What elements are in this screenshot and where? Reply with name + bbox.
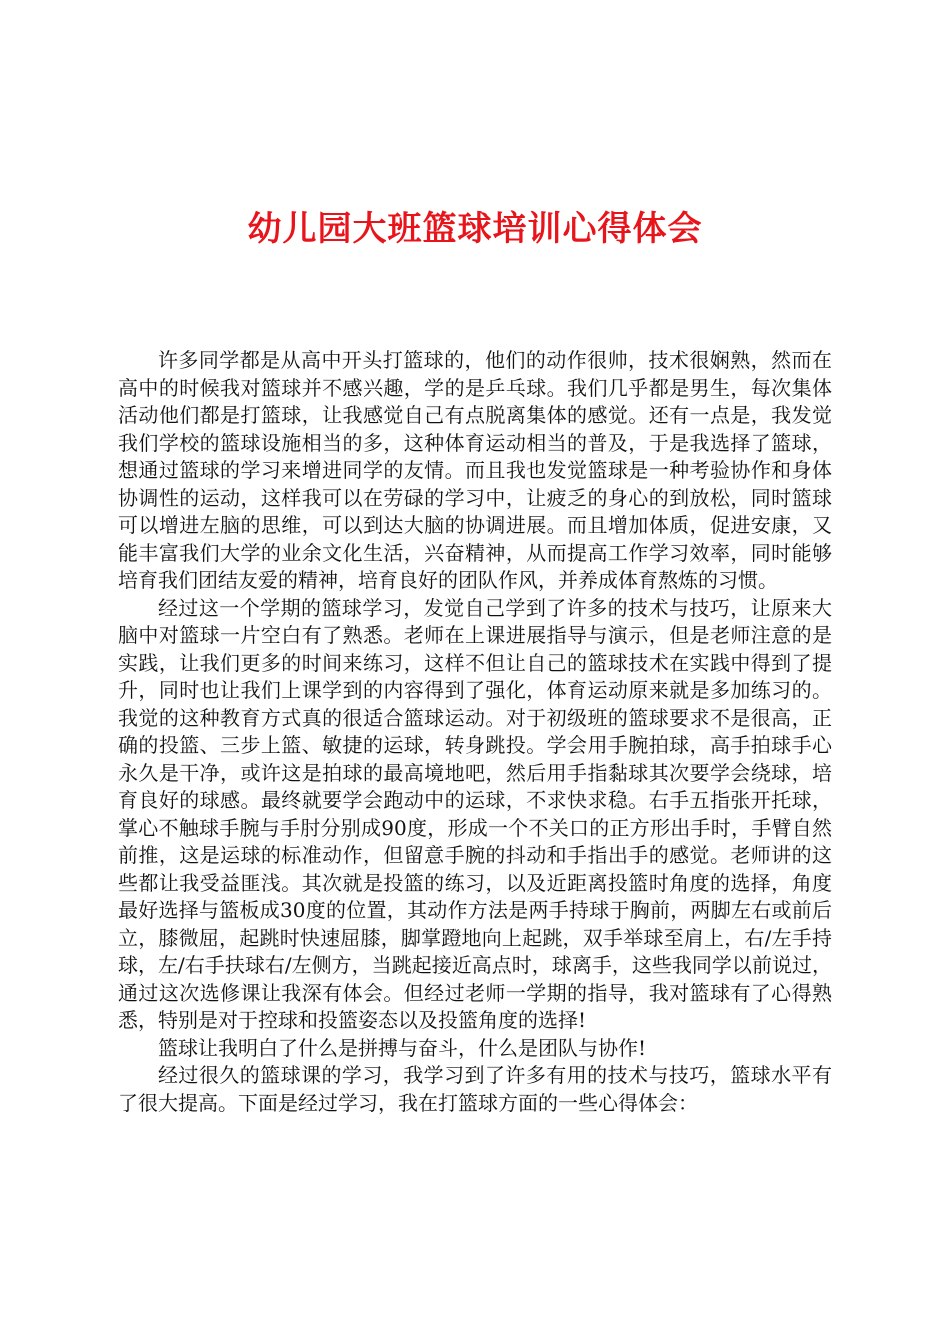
document-title: 幼儿园大班篮球培训心得体会 <box>247 209 703 249</box>
paragraph-2: 经过这一个学期的篮球学习，发觉自己学到了许多的技术与技巧，让原来大脑中对篮球一片空白有了熟悉。老师在上课进展指导与演示，但是老师注意的是实践，让我们更多的时间来练习，这样不但让自己的篮球技术在实践中得到了提升，同时也让我们上课学到的内容得到了强化，体育运动原来就是多加练习的。我觉的这种教育方式真的很适合篮球运动。对于初级班的篮球要求不是很高，正确的投篮、三步上篮、敏捷的运球，转身跳投。学会用手腕拍球，高手拍球手心永久是干净，或许这是拍球的最高境地吧，然后用手指黏球其次要学会绕球，培育良好的球感。最终就要学会跑动中的运球，不求快求稳。右手五指张开托球，掌心不触球手腕与手肘分别成90度，形成一个不关口的正方形出手时，手臂自然前推，这是运球的标准动作，但留意手腕的抖动和手指出手的感觉。老师讲的这些都让我受益匪浅。其次就是投篮的练习，以及近距离投篮时角度的选择，角度最好选择与篮板成30度的位置，其动作方法是两手持球于胸前，两脚左右或前后立，膝微屈，起跳时快速屈膝，脚掌蹬地向上起跳，双手举球至肩上，右/左手持球，左/右手扶球右/左侧方，当跳起接近高点时，球离手，这些我同学以前说过，通过这次选修课让我深有体会。但经过老师一学期的指导，我对篮球有了心得熟悉，特别是对于控球和投篮姿态以及投篮角度的选择! <box>118 595 832 1032</box>
paragraph-3: 篮球让我明白了什么是拼搏与奋斗，什么是团队与协作! <box>158 1035 647 1060</box>
document-body <box>118 347 832 1117</box>
paragraph-4: 经过很久的篮球课的学习，我学习到了许多有用的技术与技巧，篮球水平有了很大提高。下面是经过学习，我在打篮球方面的一些心得体会： <box>118 1063 832 1115</box>
paragraph-1: 许多同学都是从高中开头打篮球的，他们的动作很帅，技术很娴熟，然而在高中的时候我对篮球并不感兴趣，学的是乒乓球。我们几乎都是男生，每次集体活动他们都是打篮球，让我感觉自己有点脱离集体的感觉。还有一点是，我发觉我们学校的篮球设施相当的多，这种体育运动相当的普及，于是我选择了篮球，想通过篮球的学习来增进同学的友情。而且我也发觉篮球是一种考验协作和身体协调性的运动，这样我可以在劳碌的学习中，让疲乏的身心的到放松，同时篮球可以增进左脑的思维，可以到达大脑的协调进展。而且增加体质，促进安康，又能丰富我们大学的业余文化生活，兴奋精神，从而提高工作学习效率，同时能够培育我们团结友爱的精神，培育良好的团队作风，并养成体育熬炼的习惯。 <box>118 348 832 592</box>
